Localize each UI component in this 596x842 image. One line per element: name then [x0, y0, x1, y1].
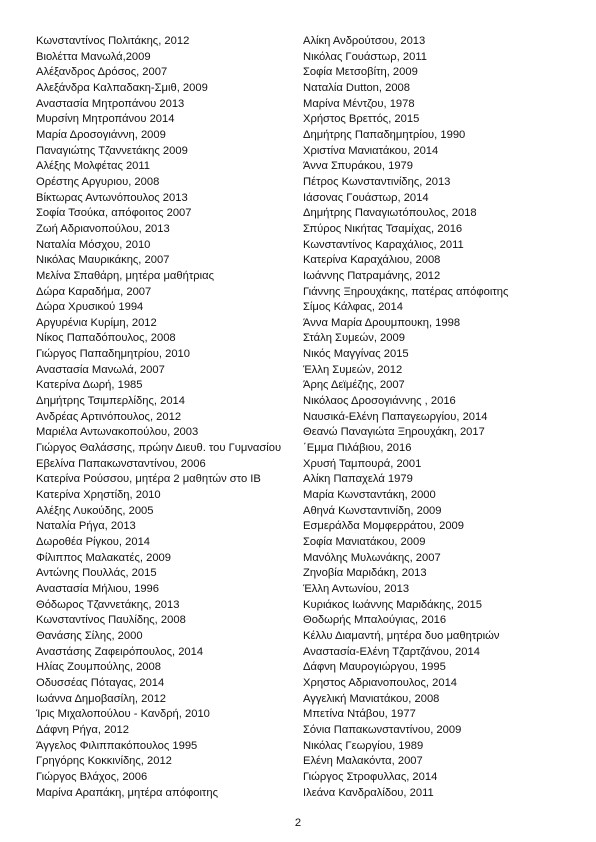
name-entry: Κωνσταντίνος Καραχάλιος, 2011: [303, 238, 464, 251]
name-entry: Ναταλία Ρήγα, 2013: [36, 520, 136, 533]
name-entry: Μαριέλα Αντωνακοπούλου, 2003: [36, 426, 199, 439]
name-entry: Αγγελική Μανιατάκου, 2008: [303, 692, 440, 705]
name-entry: Αναστασία-Ελένη Τζαρτζάνου, 2014: [303, 645, 480, 658]
name-entry: Αντώνης Πουλλάς, 2015: [36, 567, 157, 580]
name-entry: Νικόλας Γουάστωρ, 2011: [303, 50, 427, 63]
left-name-list: [36, 34, 298, 801]
name-entry: Χριστίνα Μανιατάκου, 2014: [303, 144, 439, 157]
name-entry: Γιώργος Παπαδημητρίου, 2010: [36, 348, 190, 361]
name-entry: Γιώργος Θαλάσσης, πρώην Διευθ. του Γυμνασίου: [36, 442, 282, 455]
name-entry: Αλίκη Ανδρούτσου, 2013: [303, 35, 426, 47]
name-entry: Σπύρος Νικήτας Τσαμίχας, 2016: [303, 222, 463, 235]
name-entry: Δημήτρης Τσιμπερλίδης, 2014: [36, 395, 185, 408]
name-entry: Παναγιώτης Τζαννετάκης 2009: [36, 144, 188, 157]
name-entry: Ιωάννης Πατραμάνης, 2012: [303, 269, 441, 282]
name-entry: Έλλη Αντωνίου, 2013: [303, 582, 410, 595]
name-entry: Σοφία Μανιατάκου, 2009: [303, 536, 426, 548]
name-entry: Ίρις Μιχαλοπούλου - Κανδρή, 2010: [36, 708, 210, 721]
name-entry: Αλέξανδρος Δρόσος, 2007: [36, 66, 168, 79]
name-entry: Χρυσή Ταμπουρά, 2001: [303, 457, 422, 470]
name-entry: Ναυσικά-Ελένη Παπαγεωργίου, 2014: [303, 410, 488, 423]
name-entry: Μαρίνα Μέντζου, 1978: [303, 97, 415, 110]
name-entry: Έλλη Συμεών, 2012: [303, 363, 403, 376]
name-entry: Βιολέττα Μανωλά,2009: [36, 50, 151, 63]
name-entry: Κατερίνα Χρηστίδη, 2010: [36, 489, 161, 502]
name-entry: Μελίνα Σπαθάρη, μητέρα μαθήτριας: [36, 269, 214, 282]
name-entry: Αναστασία Μανωλά, 2007: [36, 363, 165, 376]
name-entry: Δημήτρης Παπαδημητρίου, 1990: [303, 128, 466, 141]
name-entry: Χρηστος Αδριανοπουλος, 2014: [303, 676, 458, 689]
name-entry: Μαρία Κωνσταντάκη, 2000: [303, 489, 436, 502]
name-entry: Ιλεάνα Κανδραλίδου, 2011: [303, 786, 434, 799]
name-entry: Χρήστος Βρεττός, 2015: [303, 113, 420, 126]
name-entry: Ηλίας Ζουμπούλης, 2008: [36, 661, 161, 674]
name-entry: Κωνσταντίνος Παυλίδης, 2008: [36, 614, 186, 627]
name-entry: Κατερίνα Ρούσσου, μητέρα 2 μαθητών στο ΙΒ: [36, 473, 261, 486]
name-entry: Μυρσίνη Μητροπάνου 2014: [36, 113, 175, 126]
name-entry: Μαρία Δροσογιάννη, 2009: [36, 128, 166, 141]
name-entry: Βίκτωρας Αντωνόπουλος 2013: [36, 191, 188, 204]
name-entry: Φίλιππος Μαλακατές, 2009: [36, 551, 171, 564]
name-entry: Ιάσονας Γουάστωρ, 2014: [303, 191, 429, 204]
name-entry: Κυριάκος Ιωάννης Μαριδάκης, 2015: [303, 598, 482, 611]
name-entry: Άννα Μαρία Δρουμπουκη, 1998: [303, 316, 461, 329]
name-entry: Γιάννης Ξηρουχάκης, πατέρας απόφοιτης: [303, 285, 509, 298]
name-entry: Κατερίνα Καραχάλιου, 2008: [303, 254, 441, 267]
name-entry: Κωνσταντίνος Πολιτάκης, 2012: [36, 35, 190, 47]
name-entry: Άγγελος Φιλιππακόπουλος 1995: [36, 739, 198, 752]
name-entry: Ελένη Μαλακόντα, 2007: [303, 755, 423, 768]
name-entry: Νικόλας Γεωργίου, 1989: [303, 739, 424, 752]
name-entry: Γιώργος Στροφυλλας, 2014: [303, 770, 438, 783]
name-entry: Αναστασία Μήλιου, 1996: [36, 582, 159, 595]
name-entry: Σόνια Παπακωνσταντίνου, 2009: [303, 723, 462, 736]
name-entry: Στάλη Συμεών, 2009: [303, 332, 405, 345]
name-entry: Σίμος Κάλφας, 2014: [303, 301, 403, 314]
name-entry: Μαρίνα Αραπάκη, μητέρα απόφοιτης: [36, 786, 218, 799]
name-entry: Νικόλας Μαυρικάκης, 2007: [36, 254, 170, 267]
name-entry: Δώρα Καραδήμα, 2007: [36, 285, 152, 298]
name-entry: Άννα Σπυράκου, 1979: [303, 160, 413, 173]
name-entry: Ζηνοβία Μαριδάκη, 2013: [303, 567, 427, 580]
name-entry: Μανόλης Μυλωνάκης, 2007: [303, 551, 441, 564]
name-entry: Αλέξης Μολφέτας 2011: [36, 160, 151, 173]
name-entry: Σοφία Μετσοβίτη, 2009: [303, 66, 418, 79]
name-entry: Δάφνη Μαυρογιώργου, 1995: [303, 661, 446, 674]
name-entry: Ορέστης Αργυριου, 2008: [36, 175, 160, 188]
name-entry: Δώρα Χρυσικού 1994: [36, 301, 144, 314]
name-entry: Θανάσης Σίλης, 2000: [36, 629, 143, 642]
name-entry: Αναστασία Μητροπάνου 2013: [36, 97, 185, 110]
name-entry: Θοδωρής Μπαλούγιας, 2016: [303, 614, 447, 627]
name-entry: Εσμεράλδα Μομφερράτου, 2009: [303, 520, 464, 533]
name-entry: Οδυσσέας Πόταγας, 2014: [36, 676, 165, 689]
name-entry: Ζωή Αδριανοπούλου, 2013: [36, 222, 170, 235]
name-entry: Ναταλία Dutton, 2008: [303, 81, 410, 94]
name-entry: Γρηγόρης Κοκκινίδης, 2012: [36, 755, 172, 768]
name-entry: Αθηνά Κωνσταντινίδη, 2009: [303, 504, 442, 517]
name-entry: Εβελίνα Παπακωνσταντίνου, 2006: [36, 457, 206, 470]
name-entry: Αλίκη Παπαχελά 1979: [303, 473, 413, 486]
name-entry: Σοφία Τσούκα, απόφοιτος 2007: [36, 207, 192, 220]
name-entry: ΄Εμμα Πιλάβιου, 2016: [303, 442, 412, 455]
name-entry: Θόδωρος Τζαννετάκης, 2013: [36, 598, 180, 611]
name-entry: Νικός Μαγγίνας 2015: [303, 348, 409, 361]
name-entry: Αργυρένια Κυρίμη, 2012: [36, 316, 157, 329]
name-entry: Θεανώ Παναγιώτα Ξηρουχάκη, 2017: [303, 426, 485, 439]
name-entry: Δημήτρης Παναγιωτόπουλος, 2018: [303, 207, 477, 220]
name-entry: Δάφνη Ρήγα, 2012: [36, 723, 129, 736]
name-entry: Νικόλαος Δροσογιάννης , 2016: [303, 395, 456, 408]
name-entry: Ναταλία Μόσχου, 2010: [36, 238, 151, 251]
name-entry: Γιώργος Βλάχος, 2006: [36, 770, 148, 783]
name-entry: Δωροθέα Ρίγκου, 2014: [36, 536, 151, 548]
name-entry: Πέτρος Κωνσταντινίδης, 2013: [303, 175, 451, 188]
name-entry: Ανδρέας Αρτινόπουλος, 2012: [36, 410, 182, 423]
page-number: 2: [294, 817, 302, 829]
right-name-list: [303, 34, 573, 801]
name-entry: Αλέξης Λυκούδης, 2005: [36, 504, 154, 517]
name-entry: Αλεξάνδρα Καλπαδακη-Σμιθ, 2009: [36, 81, 208, 94]
name-entry: Ιωάννα Δημοβασίλη, 2012: [36, 692, 167, 705]
name-entry: Αναστάσης Ζαφειρόπουλος, 2014: [36, 645, 204, 658]
name-entry: Κατερίνα Δωρή, 1985: [36, 379, 143, 392]
name-entry: Μπετίνα Ντάβου, 1977: [303, 708, 416, 721]
name-entry: Νίκος Παπαδόπουλος, 2008: [36, 332, 176, 345]
name-entry: Άρης Δεϊμέζης, 2007: [303, 379, 405, 392]
name-entry: Κέλλυ Διαμαντή, μητέρα δυο μαθητριών: [303, 629, 500, 642]
